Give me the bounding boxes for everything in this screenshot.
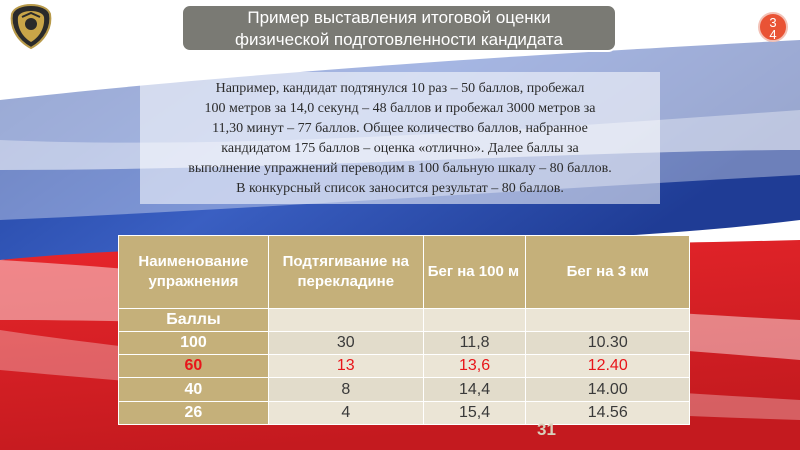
example-paragraph [140,79,660,199]
pullups-value: 13 [268,355,423,378]
slide-badge-digit-2: 4 [769,27,777,42]
paragraph-line: кандидатом 175 баллов – оценка «отлично». Далее баллы за [221,141,579,156]
row-points: 60 [119,355,269,378]
paragraph-line: В конкурсный список заносится результат – 80 баллов. [236,181,564,196]
paragraph-line: Например, кандидат подтянулся 10 раз – 50 баллов, пробежал [215,81,585,96]
section-label-points: Баллы [119,308,269,331]
paragraph-line: 100 метров за 14,0 секунд – 48 баллов и пробежал 3000 метров за [204,101,596,116]
pullups-value: 4 [268,401,423,424]
pullups-value: 8 [268,378,423,401]
slide-badge-digit-1: 3 [769,15,777,30]
run-100m-value: 13,6 [423,355,526,378]
run-3km-value: 10.30 [526,332,690,355]
paragraph-line: 11,30 минут – 77 баллов. Общее количество баллов, набранное [212,121,588,136]
table-row [119,332,690,355]
run-3km-value: 14.00 [526,378,690,401]
run-3km-value: 14.56 [526,401,690,424]
row-points: 40 [119,378,269,401]
table-row-highlighted [119,355,690,378]
pullups-value: 30 [268,332,423,355]
header-run-100m: Бег на 100 м [423,236,526,309]
header-pullups: Подтягивание на перекладине [268,236,423,309]
table-cell [526,308,690,331]
slide-title [181,4,617,52]
table-cell [268,308,423,331]
row-points: 26 [119,401,269,424]
row-points: 100 [119,332,269,355]
header-exercise-name: Наименование упражнения [119,236,269,309]
scores-table [118,235,690,425]
header-run-3km: Бег на 3 км [526,236,690,309]
run-100m-value: 15,4 [423,401,526,424]
paragraph-line: выполнение упражнений переводим в 100 бальную шкалу – 80 баллов. [188,161,612,176]
table-row [119,401,690,424]
run-100m-value: 14,4 [423,378,526,401]
slide-title-line-1: Пример выставления итоговой оценки [247,8,551,27]
run-100m-value: 11,8 [423,332,526,355]
slide-title-line-2: физической подготовленности кандидата [235,30,563,49]
run-3km-value: 12.40 [526,355,690,378]
table-header-row [119,236,690,309]
slide-number-badge [758,12,788,42]
table-row [119,378,690,401]
shield-crest-icon [8,2,54,50]
section-row-points [119,308,690,331]
page-number: 31 [537,420,556,439]
table-cell [423,308,526,331]
